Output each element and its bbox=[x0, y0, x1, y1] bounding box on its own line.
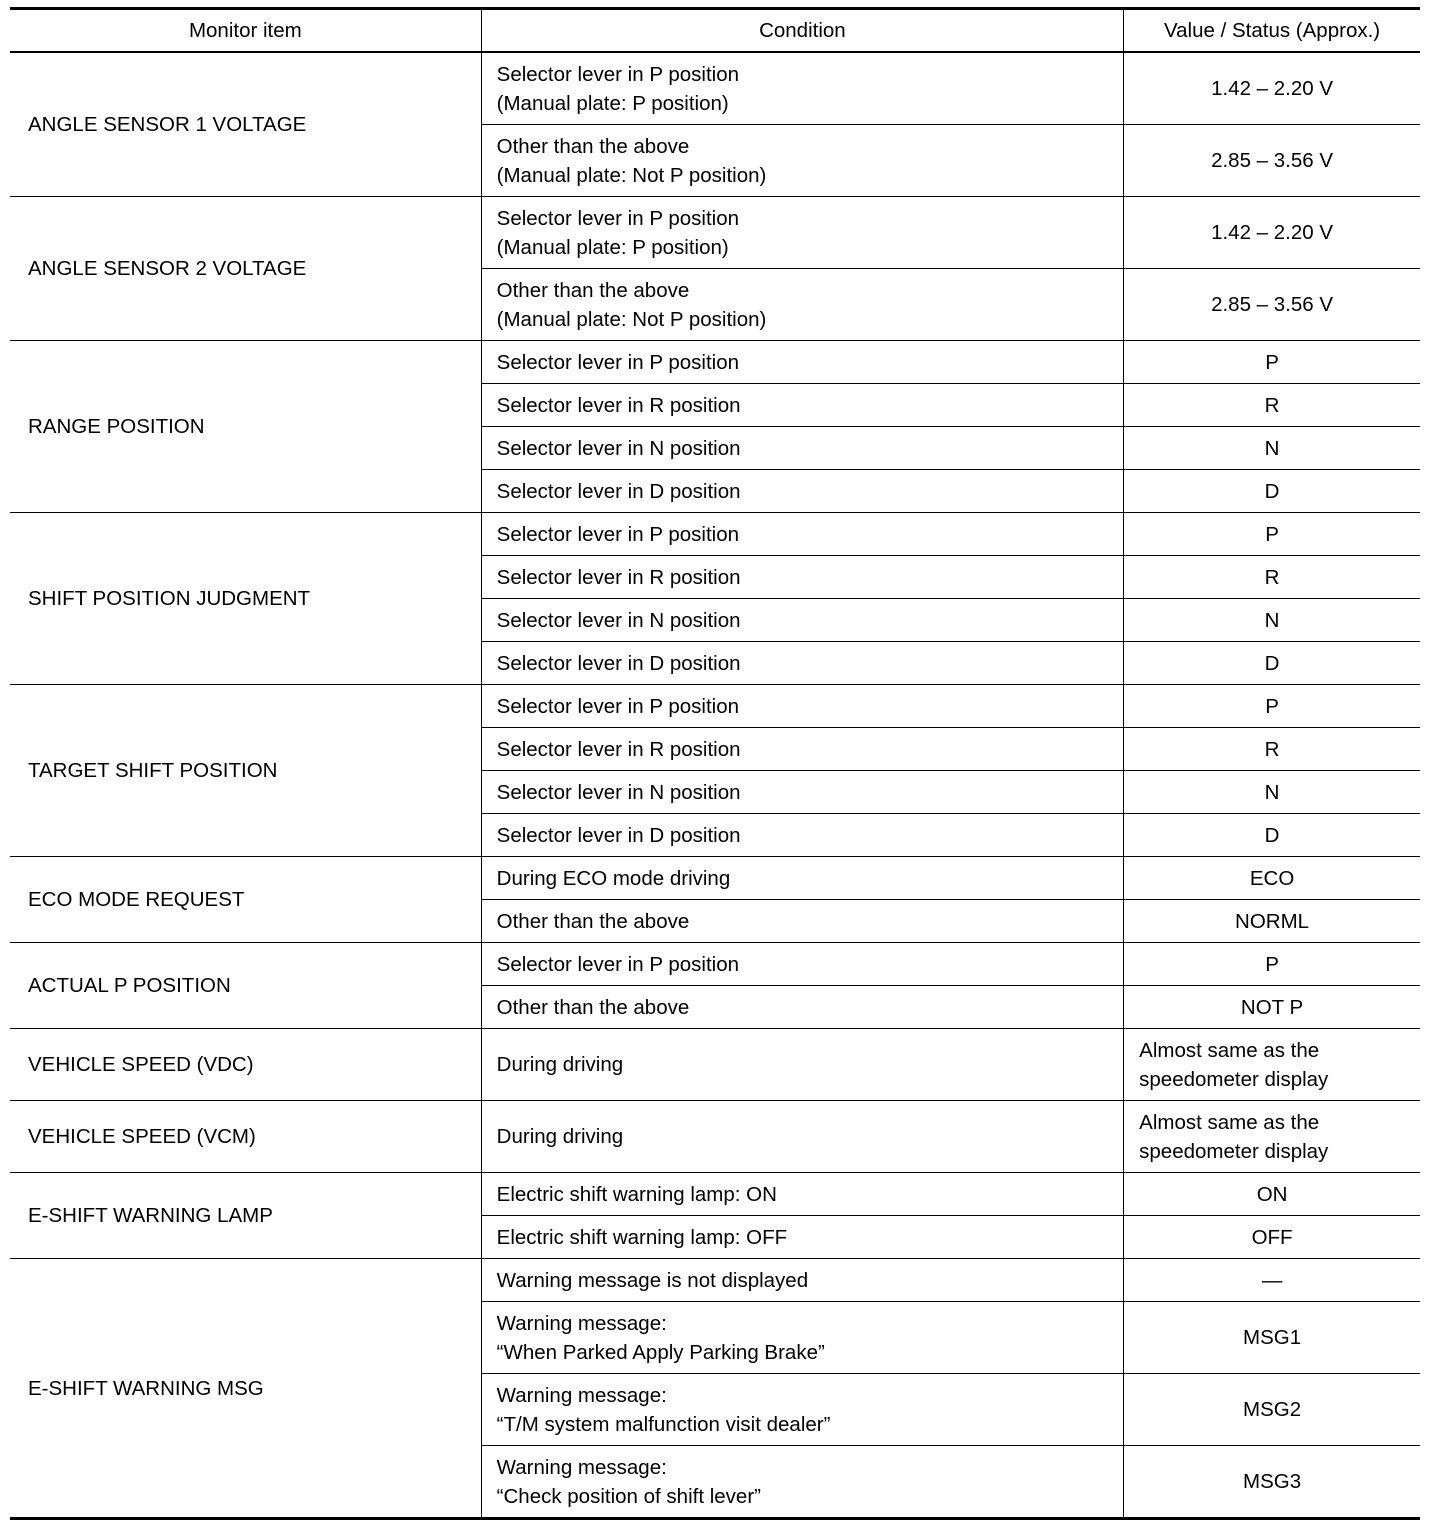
value-line: P bbox=[1265, 952, 1279, 976]
value-status-cell bbox=[1124, 943, 1420, 986]
value-line: D bbox=[1264, 479, 1280, 503]
condition-line: (Manual plate: Not P position) bbox=[496, 163, 767, 187]
monitor-item-cell: RANGE POSITION bbox=[10, 341, 481, 513]
condition-cell bbox=[481, 1374, 1123, 1446]
value-line: 2.85 – 3.56 V bbox=[1211, 149, 1334, 172]
condition-cell bbox=[481, 986, 1123, 1029]
condition-line: Other than the above bbox=[496, 909, 690, 933]
condition-cell bbox=[481, 197, 1123, 269]
condition-line: Selector lever in N position bbox=[496, 436, 741, 460]
value-status-cell bbox=[1124, 814, 1420, 857]
table-row bbox=[10, 1101, 1420, 1173]
condition-line: Selector lever in P position bbox=[496, 522, 739, 546]
condition-line: “T/M system malfunction visit dealer” bbox=[496, 1412, 831, 1436]
monitor-item-cell: TARGET SHIFT POSITION bbox=[10, 685, 481, 857]
condition-line: Selector lever in P position bbox=[496, 206, 739, 230]
value-status-cell bbox=[1124, 384, 1420, 427]
value-line: 2.85 – 3.56 V bbox=[1211, 293, 1334, 316]
condition-cell bbox=[481, 556, 1123, 599]
condition-cell bbox=[481, 814, 1123, 857]
value-status-cell bbox=[1124, 642, 1420, 685]
value-line: R bbox=[1264, 393, 1280, 417]
monitor-item-cell: ECO MODE REQUEST bbox=[10, 857, 481, 943]
condition-cell bbox=[481, 427, 1123, 470]
condition-cell bbox=[481, 599, 1123, 642]
condition-cell bbox=[481, 857, 1123, 900]
condition-line: During driving bbox=[496, 1053, 624, 1076]
condition-line: (Manual plate: Not P position) bbox=[496, 307, 767, 331]
value-line: NORML bbox=[1235, 909, 1310, 933]
value-status-cell bbox=[1124, 685, 1420, 728]
condition-cell bbox=[481, 1216, 1123, 1259]
condition-cell bbox=[481, 943, 1123, 986]
value-status-cell bbox=[1124, 513, 1420, 556]
condition-line: “When Parked Apply Parking Brake” bbox=[496, 1340, 825, 1364]
condition-cell bbox=[481, 685, 1123, 728]
value-status-cell bbox=[1124, 556, 1420, 599]
condition-line: During driving bbox=[496, 1125, 624, 1148]
condition-line: Selector lever in P position bbox=[496, 62, 739, 86]
condition-line: (Manual plate: P position) bbox=[496, 91, 729, 115]
value-line: D bbox=[1264, 651, 1280, 675]
condition-line: Electric shift warning lamp: OFF bbox=[496, 1225, 788, 1249]
value-status-cell bbox=[1124, 728, 1420, 771]
condition-line: Warning message: bbox=[496, 1311, 667, 1335]
condition-cell bbox=[481, 1259, 1123, 1302]
value-status-cell bbox=[1124, 470, 1420, 513]
table-row bbox=[10, 1259, 1420, 1302]
condition-line: Selector lever in P position bbox=[496, 952, 739, 976]
value-line: MSG1 bbox=[1243, 1326, 1302, 1349]
condition-cell bbox=[481, 1101, 1123, 1173]
condition-cell bbox=[481, 1173, 1123, 1216]
table-row bbox=[10, 685, 1420, 728]
condition-cell bbox=[481, 1446, 1123, 1519]
condition-line: Selector lever in R position bbox=[496, 565, 741, 589]
monitor-item-cell: E-SHIFT WARNING MSG bbox=[10, 1259, 481, 1519]
condition-cell bbox=[481, 1302, 1123, 1374]
value-status-cell bbox=[1124, 52, 1420, 125]
table-row bbox=[10, 513, 1420, 556]
value-line: ECO bbox=[1249, 866, 1295, 890]
value-status-cell bbox=[1124, 900, 1420, 943]
condition-line: Warning message is not displayed bbox=[496, 1268, 809, 1292]
value-status-cell bbox=[1124, 1259, 1420, 1302]
condition-line: Warning message: bbox=[496, 1383, 667, 1407]
table-row bbox=[10, 1173, 1420, 1216]
header-monitor-item: Monitor item bbox=[10, 9, 481, 53]
condition-cell bbox=[481, 1029, 1123, 1101]
value-line: speedometer display bbox=[1139, 1067, 1329, 1091]
monitor-item-cell: ANGLE SENSOR 1 VOLTAGE bbox=[10, 52, 481, 197]
condition-line: Selector lever in N position bbox=[496, 780, 741, 804]
value-line: P bbox=[1265, 522, 1279, 546]
table-row bbox=[10, 52, 1420, 125]
table-body bbox=[10, 52, 1420, 1519]
condition-line: Other than the above bbox=[496, 134, 690, 158]
condition-line: Selector lever in D position bbox=[496, 651, 741, 675]
value-status-cell bbox=[1124, 1302, 1420, 1374]
value-line: P bbox=[1265, 350, 1279, 374]
condition-cell bbox=[481, 771, 1123, 814]
condition-cell bbox=[481, 269, 1123, 341]
monitor-item-cell: ANGLE SENSOR 2 VOLTAGE bbox=[10, 197, 481, 341]
table-row bbox=[10, 1029, 1420, 1101]
value-status-cell bbox=[1124, 599, 1420, 642]
value-line: 1.42 – 2.20 V bbox=[1211, 221, 1334, 244]
condition-line: Warning message: bbox=[496, 1455, 667, 1479]
condition-line: Selector lever in D position bbox=[496, 823, 741, 847]
monitor-item-cell: ACTUAL P POSITION bbox=[10, 943, 481, 1029]
value-line: speedometer display bbox=[1139, 1139, 1329, 1163]
condition-cell bbox=[481, 470, 1123, 513]
condition-line: Other than the above bbox=[496, 995, 690, 1019]
value-line: OFF bbox=[1251, 1225, 1293, 1249]
value-status-cell bbox=[1124, 1374, 1420, 1446]
condition-line: Selector lever in R position bbox=[496, 393, 741, 417]
condition-cell bbox=[481, 52, 1123, 125]
value-status-cell bbox=[1124, 986, 1420, 1029]
value-line: N bbox=[1264, 608, 1280, 632]
condition-line: During ECO mode driving bbox=[496, 866, 731, 890]
value-line: Almost same as the bbox=[1139, 1038, 1320, 1062]
condition-line: Selector lever in R position bbox=[496, 737, 741, 761]
table-row bbox=[10, 197, 1420, 269]
value-line: 1.42 – 2.20 V bbox=[1211, 77, 1334, 100]
header-condition: Condition bbox=[481, 9, 1123, 53]
value-status-cell bbox=[1124, 1173, 1420, 1216]
condition-cell bbox=[481, 900, 1123, 943]
condition-line: Other than the above bbox=[496, 278, 690, 302]
monitor-item-cell: SHIFT POSITION JUDGMENT bbox=[10, 513, 481, 685]
value-status-cell bbox=[1124, 1216, 1420, 1259]
value-line: NOT P bbox=[1240, 995, 1304, 1019]
value-line: N bbox=[1264, 436, 1280, 460]
condition-line: Selector lever in P position bbox=[496, 694, 739, 718]
monitor-item-table bbox=[10, 7, 1420, 1520]
value-line: N bbox=[1264, 780, 1280, 804]
condition-line: (Manual plate: P position) bbox=[496, 235, 729, 259]
value-line: P bbox=[1265, 694, 1279, 718]
condition-cell bbox=[481, 728, 1123, 771]
value-line: D bbox=[1264, 823, 1280, 847]
condition-line: Electric shift warning lamp: ON bbox=[496, 1182, 777, 1206]
condition-line: Selector lever in P position bbox=[496, 350, 739, 374]
value-status-cell bbox=[1124, 1101, 1420, 1173]
condition-line: Selector lever in N position bbox=[496, 608, 741, 632]
value-line: ON bbox=[1256, 1182, 1288, 1206]
value-status-cell bbox=[1124, 269, 1420, 341]
value-status-cell bbox=[1124, 857, 1420, 900]
table-row bbox=[10, 341, 1420, 384]
monitor-item-cell: E-SHIFT WARNING LAMP bbox=[10, 1173, 481, 1259]
value-line: R bbox=[1264, 737, 1280, 761]
monitor-item-cell: VEHICLE SPEED (VDC) bbox=[10, 1029, 481, 1101]
value-line: — bbox=[1261, 1268, 1283, 1292]
value-line: Almost same as the bbox=[1139, 1110, 1320, 1134]
value-line: MSG3 bbox=[1243, 1470, 1302, 1493]
header-value-status: Value / Status (Approx.) bbox=[1124, 9, 1420, 53]
value-line: R bbox=[1264, 565, 1280, 589]
condition-cell bbox=[481, 384, 1123, 427]
table-row bbox=[10, 943, 1420, 986]
value-status-cell bbox=[1124, 125, 1420, 197]
condition-cell bbox=[481, 642, 1123, 685]
value-status-cell bbox=[1124, 1029, 1420, 1101]
condition-line: “Check position of shift lever” bbox=[496, 1484, 761, 1508]
value-status-cell bbox=[1124, 1446, 1420, 1519]
value-status-cell bbox=[1124, 197, 1420, 269]
value-status-cell bbox=[1124, 341, 1420, 384]
condition-cell bbox=[481, 513, 1123, 556]
value-status-cell bbox=[1124, 771, 1420, 814]
condition-cell bbox=[481, 341, 1123, 384]
table-row bbox=[10, 857, 1420, 900]
condition-line: Selector lever in D position bbox=[496, 479, 741, 503]
condition-cell bbox=[481, 125, 1123, 197]
monitor-item-cell: VEHICLE SPEED (VCM) bbox=[10, 1101, 481, 1173]
value-line: MSG2 bbox=[1243, 1398, 1302, 1421]
value-status-cell bbox=[1124, 427, 1420, 470]
table-header-row bbox=[10, 9, 1420, 53]
